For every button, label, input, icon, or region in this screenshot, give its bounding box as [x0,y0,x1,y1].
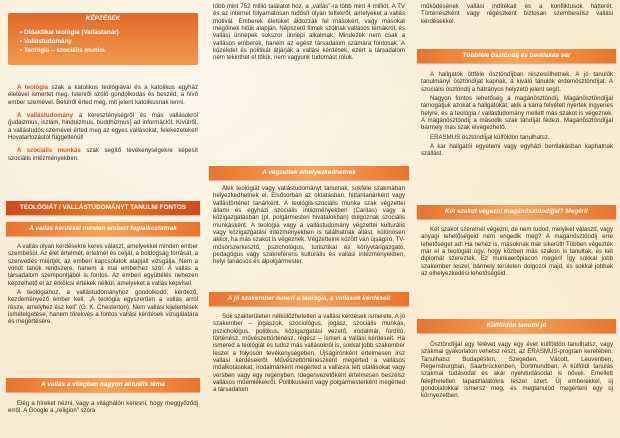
section7-text [421,341,613,402]
kepzesek-list [20,28,119,55]
kepzes-item: • Vallástudomány [20,37,119,46]
col3-p-top: működésének vallási indítékait és a konfliktusok hátterét. Történészként vagy régészként biztosan szembesülsz vallási kérdésekkel. [421,3,613,25]
section2-p1: Elég a híreket nézni, vagy a világhálón keresni, hogy meggyőződj erről. A Google a „religion” szóra [8,400,198,415]
subheading-vallas-kerdesei: A vallás kérdései minden embert foglalkoztatnak [6,222,200,236]
column3-top-text [421,3,613,27]
column2-top-text [213,3,405,64]
highlight-vallastudomany: A vallástudomány [17,112,73,120]
intro-2: a kereszténységről és más vallásokról (judaizmus, iszlám, hinduizmus, buddhizmus) ad információt. Kívülről, a vallástudós szemével érted meg az egyes vallásokat, felekezeteket! Hovatartozástól függetlenül! [8,112,198,142]
section-heading-teologia-fontos: TEOLÓGIÁT / VALLÁSTUDOMÁNYT TANULNI FONTOS [6,201,200,215]
column-left [0,0,205,438]
section1-p2: A teológiához, a vallástudományhoz gondolkodó, kérdező, kezdeményező ember kell. „A teológia egyszerűen a vallás arról része, amelyhez ész kell” (G. K. Chesterton). Nem vallási kijelentések ismételgetése, hanem törekvés a fontos vallási kérdések vizsgálatára és megértésére. [8,289,198,326]
section2-text [8,400,198,417]
intro-3: szak segítő tevékenységekre képesít szociális intézményekben. [8,147,198,162]
kepzes-item: • Teológia – szociális munka [20,46,119,55]
intro-text [8,84,198,164]
section6-text [421,226,613,279]
subheading-ket-szak: Két szakot végezni magánösztöndíjjal? Megéri! [417,205,616,219]
section5-p1: A hallgatók öttféle ösztöndíjban részesülhetnek. A jó tanulók tanulmányi ösztöndíjat kapnak, a kiváló tanulók érdemösztöndíjat. A szociális ösztöndíj a hátrányos helyzetű jelent segít. [421,71,613,93]
column-right [413,0,620,438]
subheading-vallas-aktualis: A vallás a világban nagyon aktuális téma [6,378,200,392]
subheading-vegzettek: A végzettek elhelyezkedhetnek [209,166,409,180]
section6-p1: Két szakot szeretnél végezni, de nem tudod, melyiket válaszd, vagy anyagi lehetőségeid nem engedik meg? A magánösztöndíj erre lehetőséget ad! Ha nehéz is, másoknak már sikerült! Többen végezték már el a teológiát úgy, hogy közben más szakon is tanultak, és két diplomát szereztek. Ez munkaerőpiacon megéri! Így sokkal jobb szakember leszel, bármely területen dolgozol majd, és sokkal jobbak az elhelyezkedési lehetőségeid. [421,226,613,278]
column-middle [205,0,413,438]
section4-text [213,313,405,396]
subheading-kulfold: Külföldön tanulni jó [417,319,616,333]
section4-p1: Sok szakterületen nélkülözhetetlen a vallási kérdések ismerete. A jó szakember – jogászok, szociológus, jogász, szociális munkás, pszichológus, politikus, közigazgatási vezető, irodalmár, fordító, történész, művészettörténész, régész – ismeri a vallási kérdéseit. Ha ismered a teológiát és tudsz más vallásokról is, sokkal jobb szakember leszel a folyosón tevékenységében. Újságírónként értelmesen írsz vallási kérdésekről. Művészettörténészként megérted a vallásos műalkotásokat, irodalmárként megérted a vallásra tett utalásokat vagy versben vagy egy regényben. Idegenvezetőként értelmesen beszélsz vallásos műemlékekről. Politikusként vagy polgármesterként megérted a társadalom [213,313,405,394]
subheading-jo-szakember: A jó szakember ismeri a teológia, a vallások kérdéseit [209,292,409,306]
section3-p1: Akik teológiát vagy vallástudományt tanulnak, sokféle szakmában helyezkedhetnek el. Elsősorban az oktatásban, hittantanárként vagy vallástörténet tanárként. A teológia-szociális munka szak végzettei állami és egyházi szociális intézményekben (Caritas) vagy a közigazgatásban (pl. polgármesteri hivatalokban) dolgoznak szociális munkásként. A teológia vagy a vallástudomány végzettei kulturális vagy közigazgatási intézményekben is találhatnak állást, különösen akkor, ha más szakot is végeznek. Végzetteink között van újságíró, TV-műsorszerkesztő, pszichológus, turisztikai és könyvtárigazgató, pedagógus vagy szakreferens kulturális és vallási intézményekben, helyi tanácsos és alpolgármester. [213,185,405,266]
section5-p2: Nagyon fontos lehetőség a magánösztöndíj. Magánösztöndíjjal támogatjuk azokat a hallgatókat, akik a karra felvételt nyertek ingyenes helyre, és a teológia / vallástudomány mellett más szakot is végeznek. A magánösztöndíj a második szak tandíját fedezi. Magánösztöndíjjal bármely más szak elvégezhető. [421,95,613,132]
section7-p1: Ösztöndíjjal egy félévet vagy egy évet külföldön tanulhatsz, vagy szakmai gyakorlaton vehetsz részt, az ERASMUS-program keretében. Tanulhatsz Budapesten, Szegeden, Vácott, Leuvenben, Regensburgban, Saarbrückenben, Dortmundban. A külföldi tanulás szakmai tudásodat és akár nyelvtudásodat is növeli. Emellett felejthetetlen tapasztalatokra teszel szert. Új emberekkel, új gondolatokkal ismersz meg, és megtanulod megérteni egy új környezetben. [421,341,613,400]
section5-p3: ERASMUS ösztöndíjjal külföldön tanulhatsz. [430,133,550,141]
subheading-osztondij: Többféle ösztöndíj és bentlakás vár [417,49,616,63]
highlight-teologia: A teológia [17,84,49,91]
highlight-szocialis: A szociális munkás [17,147,81,155]
section5-p4: A kar hallgatói egyetemi vagy egyházi bentlakásban kaphatnak szállást. [421,143,613,158]
kepzes-item: • Didaktikai teológia (Vallástanár) [20,28,119,37]
kepzesek-title: KÉPZÉSEK [85,15,121,22]
section1-text [8,243,198,328]
section3-text [213,185,405,268]
section1-p1: A vallás olyan kérdésekre keres választ, amelyekkel minden ember szembesül. Az élet értelmét, értelmét és célját, a boldogság forrását, a szenvedés miértjét, az emberi kapcsolatok alapjait vizsgálja. Nem a vonót tanok rendszere, hanem a mai emberhez szól. A vallás a társadalom szempontjából is fontos. Az emberi együttélés nehezen képzelhető el az érkölcsi értékek nélkül, amelyeket a vallás képvisel. [8,243,198,287]
col2-p-top: több mint 752 millió találatot hoz, a „vallás”-ra több mint 4 milliót. A TV és az internet folyamatosan tudósít olyan tettekről, amelyeket a vallás motivál. Emberek életüket áldozzák fel másokért, vagy másokat megölnek hitük alapján. Népszerű filmek szólnak vallásos témákról, és vallási ünnepek sokszor ünnepi alkalmak. Mindezek nem csak a vallásos emberek, hanem az egész társadalom számára fontosak. A közéletet és politikát átjárják a vallási kérdések, ezért a társadalom nem tekinthet el tőlük, nem vagyunk tudomást róluk. [213,3,405,62]
section5-text [421,71,613,160]
intro-1: szak a katolikus teológiával és a katolikus egyház életével ismertet meg. Istenről szóló gondolkodás és beszéd, a hívő ember szemével. Belülről érted meg, mit jelent katolikusnak lenni. [8,84,198,106]
